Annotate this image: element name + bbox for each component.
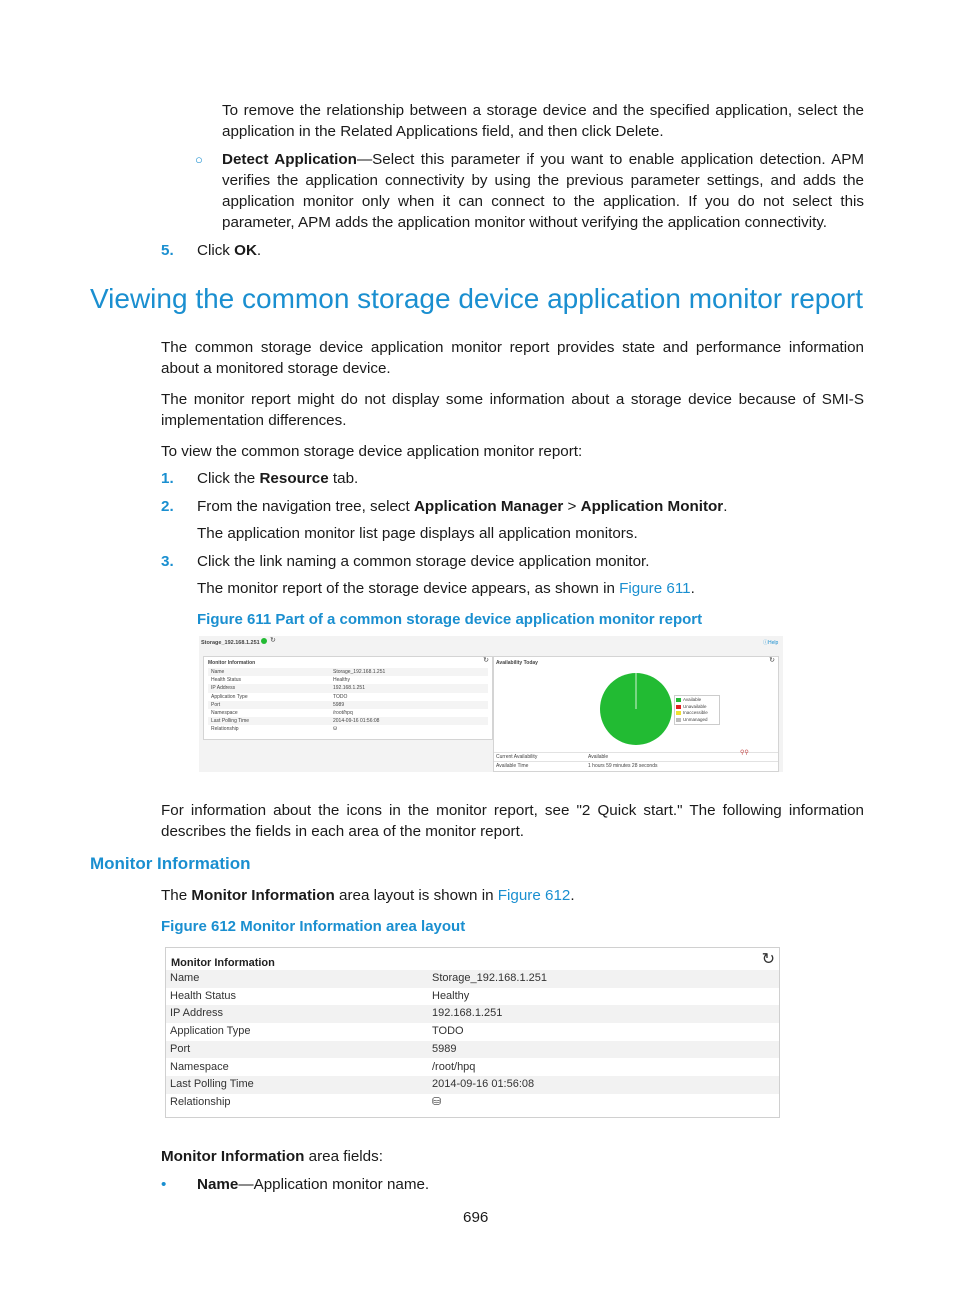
row-label: IP Address <box>211 685 236 692</box>
step-2-mid: > <box>563 498 581 515</box>
row-value: 2014-09-16 01:56:08 <box>432 1078 535 1091</box>
step-3-note-pre: The monitor report of the storage device appears, as shown in <box>197 580 620 597</box>
row-label: Last Polling Time <box>170 1078 254 1091</box>
availability-value: Available <box>588 754 609 760</box>
monitor-info-intro <box>161 885 575 906</box>
row-label: Namespace <box>211 710 238 716</box>
bullet-icon: • <box>161 1176 167 1193</box>
row-value: Healthy <box>432 989 470 1002</box>
table-row <box>166 1023 779 1041</box>
fig612-refresh-icon[interactable]: ↻ <box>761 951 775 968</box>
legend-label: Available <box>683 697 702 702</box>
row-label: Name <box>170 972 200 984</box>
availability-label: Current Availability <box>496 754 538 760</box>
remove-relationship-text: To remove the relationship between a storage device and the specified application, select the application in the Related Applications field, and then click Delete. <box>222 102 864 140</box>
step-2-post: . <box>723 498 728 515</box>
row-label: Health Status <box>211 677 242 684</box>
legend-swatch <box>676 711 681 715</box>
row-label: Relationship <box>170 1095 231 1108</box>
after-figure-paragraph: For information about the icons in the monitor report, see "2 Quick start." The following information describes the fields in each area of the monitor report. <box>161 802 864 840</box>
row-value: 192.168.1.251 <box>333 685 365 692</box>
fig611-panel2-title: Availability Today <box>496 660 538 666</box>
step-3-note <box>197 578 695 599</box>
step-5-ok: OK <box>234 242 257 259</box>
legend-item <box>676 717 718 724</box>
detect-application-text: —Select this parameter if you want to enable application detection. APM verifies the application connectivity by using the previous parameter settings, and adds the application monitor only when it can connect to the application. If you do not select this parameter, APM adds the application monitor without verifying the application connectivity. <box>222 151 864 231</box>
relationship-icon[interactable]: ⛁ <box>333 726 338 733</box>
name-text: —Application monitor name. <box>238 1176 430 1193</box>
availability-row <box>494 761 778 771</box>
name-field-item <box>197 1174 429 1195</box>
row-label: Namespace <box>170 1060 229 1073</box>
circle-bullet-icon: ○ <box>195 152 203 167</box>
step-5-number: 5. <box>161 242 174 259</box>
row-label: IP Address <box>170 1007 223 1020</box>
figure-612-caption: Figure 612 Monitor Information area layout <box>161 918 466 935</box>
fig611-help-link[interactable] <box>763 639 778 647</box>
row-label: Health Status <box>170 989 237 1002</box>
fig611-panel2-refresh-icon[interactable]: ↻ <box>769 657 775 664</box>
row-label: Application Type <box>211 693 248 700</box>
name-bold: Name <box>197 1176 239 1193</box>
fig611-header-title: Storage_192.168.1.251 <box>201 640 260 646</box>
section-heading: Viewing the common storage device application monitor report <box>90 283 864 314</box>
step-2-text <box>197 496 727 517</box>
legend-swatch <box>676 698 681 702</box>
fig611-monitor-info-panel <box>203 656 493 740</box>
step-2-number: 2. <box>161 498 174 515</box>
fig611-availability-panel <box>493 656 779 772</box>
table-row <box>166 1094 779 1112</box>
intro-paragraph-1: The common storage device application monitor report provides state and performance information about a monitored storage device. <box>161 339 864 377</box>
step-3-number: 3. <box>161 553 174 570</box>
page-number: 696 <box>463 1209 489 1226</box>
table-row <box>208 709 488 717</box>
figure-611-link[interactable]: Figure 611 <box>619 580 691 597</box>
step-2-note: The application monitor list page displays all application monitors. <box>197 525 638 542</box>
fields-bold: Monitor Information <box>161 1148 305 1165</box>
step-1-resource: Resource <box>259 470 329 487</box>
step-3-text: Click the link naming a common storage device application monitor. <box>197 553 650 570</box>
table-row <box>208 684 488 692</box>
legend-swatch <box>676 718 681 722</box>
intro-pre: The <box>161 887 192 904</box>
legend-label: Unmanaged <box>683 716 708 722</box>
row-value: 2014-09-16 01:56:08 <box>333 718 380 725</box>
row-value: 5989 <box>432 1042 457 1055</box>
row-value: /root/hpq <box>333 710 353 716</box>
row-value: Storage_192.168.1.251 <box>333 669 386 675</box>
table-row <box>166 1041 779 1059</box>
intro-mid: area layout is shown in <box>334 887 498 904</box>
table-row <box>166 988 779 1006</box>
table-row <box>166 1005 779 1023</box>
fields-post: area fields: <box>304 1148 383 1165</box>
fig612-title: Monitor Information <box>171 957 275 969</box>
detect-application-label: Detect Application <box>222 151 357 168</box>
fig611-help-label: Help <box>768 640 779 646</box>
row-label: Last Polling Time <box>211 718 250 725</box>
row-label: Port <box>170 1042 191 1055</box>
fig611-panel1-refresh-icon[interactable]: ↻ <box>483 657 489 664</box>
row-label: Port <box>211 701 221 708</box>
fig611-history-icon[interactable]: ⚲⚲ <box>740 750 749 756</box>
step-5-post: . <box>256 242 262 259</box>
table-row <box>208 676 488 684</box>
figure-612-panel <box>165 947 780 1118</box>
legend-label: Inaccessible <box>683 710 708 715</box>
step-3-note-post: . <box>690 580 695 597</box>
intro-bold: Monitor Information <box>191 887 335 904</box>
fig611-status-icon <box>261 638 267 644</box>
detect-application-item <box>222 149 864 233</box>
fig611-refresh-icon[interactable]: ↻ <box>270 637 276 644</box>
step-1-text <box>197 468 358 489</box>
fig611-pie-chart <box>598 671 674 747</box>
monitor-info-heading: Monitor Information <box>90 854 251 873</box>
step-2-app-monitor: Application Monitor <box>580 498 724 515</box>
table-row <box>166 1059 779 1077</box>
table-row <box>166 970 779 988</box>
table-row <box>208 701 488 709</box>
table-row <box>208 725 488 733</box>
fields-intro <box>161 1146 383 1167</box>
row-label: Application Type <box>170 1025 251 1038</box>
relationship-icon[interactable]: ⛁ <box>432 1095 442 1108</box>
row-value: Storage_192.168.1.251 <box>432 972 547 984</box>
row-value: /root/hpq <box>432 1060 476 1073</box>
step-1-post: tab. <box>328 470 359 487</box>
step-2-app-manager: Application Manager <box>413 498 564 515</box>
fig611-legend <box>674 695 720 725</box>
row-label: Name <box>211 669 225 675</box>
table-row <box>166 1076 779 1094</box>
availability-value: 1 hours 59 minutes 28 seconds <box>588 763 658 769</box>
fig611-help-icon: ⓘ <box>763 640 769 646</box>
row-value: TODO <box>333 693 348 700</box>
step-5-pre: Click <box>197 242 235 259</box>
legend-label: Unavailable <box>683 703 707 709</box>
intro-paragraph-2: The monitor report might do not display some information about a storage device because of SMI-S implementation differences. <box>161 391 864 429</box>
row-label: Relationship <box>211 726 239 733</box>
row-value: 5989 <box>333 701 345 708</box>
intro-post: . <box>570 887 575 904</box>
figure-612-link[interactable]: Figure 612 <box>497 887 571 904</box>
figure-611-caption: Figure 611 Part of a common storage device application monitor report <box>197 611 703 628</box>
step-2-pre: From the navigation tree, select <box>197 498 414 515</box>
step-1-pre: Click the <box>197 470 260 487</box>
figure-611-image <box>199 636 783 772</box>
table-row <box>208 693 488 701</box>
table-row <box>208 668 488 676</box>
table-row <box>208 717 488 725</box>
row-value: TODO <box>432 1025 464 1038</box>
step-5-text <box>197 240 261 261</box>
legend-swatch <box>676 705 681 709</box>
step-1-number: 1. <box>161 470 174 487</box>
row-value: 192.168.1.251 <box>432 1007 503 1020</box>
row-value: Healthy <box>333 677 350 684</box>
intro-paragraph-3: To view the common storage device application monitor report: <box>161 443 583 460</box>
availability-label: Available Time <box>496 763 529 769</box>
fig611-panel1-title: Monitor Information <box>208 660 256 666</box>
